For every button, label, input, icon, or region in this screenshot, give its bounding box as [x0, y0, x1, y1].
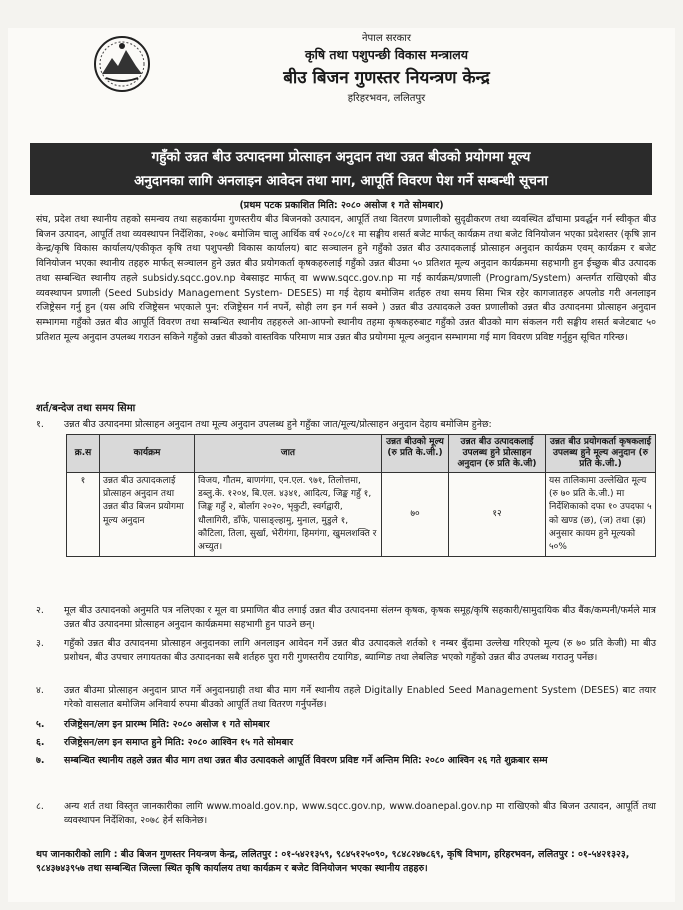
item-text: मूल बीउ उत्पादनको अनुमति पत्र नलिएका र मूल वा प्रमाणित बीउ लगाई उन्नत बीउ उत्पादनमा संलग्न कृषक, कृषक समूह/कृषि सहकारी/सामुदायिक बीउ बैंक/कम्पनी/फर्मले मात्र उन्नत बीउ उत्पादनमा प्रोत्साहन अनुदान कार्यक्रममा सहभागी हुन पाउने छन्।: [64, 605, 656, 630]
item-text: रजिष्ट्रेसन/लग इन समाप्त हुने मिति: २०८० आश्विन १५ गते सोमबार: [64, 737, 294, 748]
government-emblem-icon: [92, 34, 152, 94]
notice-title-line-1: गहुँको उन्नत बीउ उत्पादनमा प्रोत्साहन अनुदान तथा उन्नत बीउको प्रयोगमा मूल्य: [151, 149, 531, 165]
contact-info: थप जानकारीको लागि : बीउ बिजन गुणस्तर नियन्त्रण केन्द्र, ललितपुर : ०१-५४२१३५९, ९८४५१२५०९०, ९८४८२४७८६९, कृषि विभाग, हरिहरभवन, ललितपुर : ०१-५४२१३२३, ९८४३७४३९५७ तथा सम्बन्धित जिल्ला स्थित कृषि कार्यालय तथा कार्यक्रम र बजेट विनियोजन भएका स्थानीय तहहरु।: [36, 849, 630, 874]
item-text: सम्बन्धित स्थानीय तहले उन्नत बीउ माग तथा उन्नत बीउ उत्पादकले आपूर्ति विवरण प्रविष्ट गर्ने अन्तिम मिति: २०८० आश्विन २६ गते शुक्रबार सम्म: [64, 755, 548, 766]
item-text: उन्नत बीउमा प्रोत्साहन अनुदान प्राप्त गर्ने अनुदानग्राही तथा बीउ माग गर्ने स्थानीय तहले Digitally Enabled Seed Management System (DESES) बाट तयार गरेको वासलात बमोजिम अनिवार्य रुपमा बीउको आपूर्ति तथा वितरण गर्नुपर्नेछ।: [64, 685, 656, 710]
col-sn: क्र.स: [67, 435, 100, 473]
col-variety: जात: [195, 435, 382, 473]
section-title: शर्त/बन्देज तथा समय सिमा: [36, 403, 136, 414]
cell-varieties: विजय, गौतम, बाणगंगा, एन.एल. ९७१, तिलोत्तमा, डब्लु.के. १२०४, बि.एल. ४३४१, आदित्य, जिङ्क गहुँ १, जिङ्क गहुँ २, बोर्लाग २०२०, भृकुटी, स्वर्गद्वारी, धौलागिरी, डाँफे, पासाङ्ल्हामु, मुनाल, मुडुले १, कौटिला, तिला, सुर्खा, भेरीगंगा, हिमगंगा, खुमलशक्ति र अच्युत।: [195, 473, 382, 557]
item-number: ४.: [36, 685, 44, 696]
item-number: २.: [36, 605, 44, 616]
item-text: गहुँको उन्नत बीउ उत्पादनमा प्रोत्साहन अनुदानका लागि अनलाइन आवेदन गर्ने उन्नत बीउ उत्पादकले शर्तको १ नम्बर बुँदामा उल्लेख गरिएको मूल्य (रु ७० प्रति केजी) मा बीउ प्रशोधन, बीउ उपचार लगायतका बीउ उत्पादनका सबै शर्तहरु पुरा गरी गुणस्तरीय टयागिङ, ब्याग्गिङ तथा लेबलिङ भएको गहुँको उन्नत बीउ उपलब्ध गराउनु पर्नेछ।: [64, 638, 656, 663]
cell-sn: १: [67, 473, 100, 557]
item-number: ५.: [36, 719, 45, 730]
notice-title-banner: [30, 143, 652, 195]
government-label: नेपाल सरकार: [362, 33, 411, 44]
cell-subsidy: यस तालिकामा उल्लेखित मूल्य (रु ७० प्रति के.जी.) मा निर्देशिकाको दफा १० उपदफा ५ को खण्ड (छ), (ज) तथा (झ) अनुसार कायम हुने मूल्यको ५०%: [546, 473, 656, 557]
rates-table: [66, 434, 656, 557]
col-program: कार्यक्रम: [100, 435, 195, 473]
col-subsidy: उन्नत बीउ प्रयोगकर्ता कृषकलाई उपलब्ध हुने मूल्य अनुदान (रु प्रति के.जी.): [546, 435, 656, 473]
item-number: ७.: [36, 755, 45, 766]
item-text: रजिष्ट्रेसन/लग इन प्रारम्भ मिति: २०८० असोज १ गते सोमबार: [64, 719, 270, 730]
ministry-name: कृषि तथा पशुपन्छी विकास मन्त्रालय: [305, 47, 468, 62]
table-row: [67, 473, 656, 557]
item-number: १.: [36, 419, 44, 430]
office-address: हरिहरभवन, ललितपुर: [347, 93, 426, 104]
item-number: ८.: [36, 801, 44, 812]
publish-date: (प्रथम पटक प्रकाशित मिति: २०८० असोज १ गते सोमबार): [239, 200, 444, 211]
office-name: बीउ बिजन गुणस्तर नियन्त्रण केन्द्र: [283, 68, 490, 88]
issuer-header: [150, 30, 623, 104]
intro-paragraph: संघ, प्रदेश तथा स्थानीय तहको समन्वय तथा सहकार्यमा गुणस्तरीय बीउ बिजनको उत्पादन, आपूर्ति तथा वितरण प्रणालीको सुदृढीकरण तथा व्यवस्थित ढाँचामा प्रवर्द्धन गर्न स्वीकृत बीउ बिजन उत्पादन, आपूर्ति तथा व्यवस्थापन निर्देशिका, २०७८ बमोजिम चालु आर्थिक वर्ष २०८०/८१ मा सङ्घीय शसर्त बजेट मार्फत् कार्यक्रम तथा बजेट विनियोजन भएका प्रदेशस्तर (कृषि ज्ञान केन्द्र/कृषि विकास कार्यालय/एकीकृत कृषि तथा पशुपन्छी विकास कार्यालय) बाट सञ्चालन हुने गहुँको उन्नत बीउ उत्पादकलाई प्रोत्साहन अनुदान कार्यक्रम एवम् कार्यक्रम र बजेट विनियोजन भएका स्थानीय तहहरु मार्फत् सञ्चालन हुने उन्नत बीउ प्रयोगकर्ता कृषकहरुलाई गहुँको उन्नत बीउमा ५० प्रतिशत मूल्य अनुदान कार्यक्रममा सहभागी हुन ईच्छुक बीउ उत्पादक तथा सम्बन्धित स्थानीय तहले subsidy.sqcc.gov.np वेबसाइट मार्फत् वा www.sqcc.gov.np मा गई कार्यक्रम/प्रणाली (Program/System) अन्तर्गत राखिएको बीउ व्यवस्थापन प्रणाली (Seed Subsidy Management System- DESES) मा गई देहाय बमोजिम शर्तहरु तथा समय सिमा भित्र रहेर कागजातहरु अपलोड गरी अनलाइन रजिष्ट्रेसन गर्नु हुन (यस अघि रजिष्ट्रेसन भएकाले पुन: रजिष्ट्रेसन गर्न नपर्ने, सोही लग इन गर्न सक्ने ) उन्नत बीउ उत्पादकले उक्त प्रणालीको उन्नत बीउ उत्पादनमा प्रोत्साहन अनुदान सम्भागमा गहुँको उन्नत बीउ आपूर्ति विवरण तथा सम्बन्धित स्थानीय तहहरुले आ-आफ्नो स्थानीय तहमा कृषकहरुबाट गहुँको उन्नत बीउको माग संकलन गरी सङ्घीय शसर्त बजेटबाट ५० प्रतिशत मूल्य अनुदान उपलब्ध गराउन सकिने गहुँको उन्नत बीउको वास्तविक परिमाण मात्र उन्नत बीउ प्रयोगमा मूल्य अनुदान सम्भागमा गई माग विवरण प्रविष्ट गर्नुहुन सूचित गरिन्छ।: [36, 214, 656, 343]
item-text: उन्नत बीउ उत्पादनमा प्रोत्साहन अनुदान तथा मूल्य अनुदान उपलब्ध हुने गहुँका जात/मूल्य/प्रोत्साहन अनुदान देहाय बमोजिम हुनेछ:: [64, 419, 492, 430]
cell-incentive: १२: [449, 473, 546, 557]
item-text: अन्य शर्त तथा विस्तृत जानकारीका लागि www.moald.gov.np, www.sqcc.gov.np, www.doanepal.gov.np मा राखिएको बीउ बिजन उत्पादन, आपूर्ति तथा व्यवस्थापन निर्देशिका, २०७८ हेर्न सकिनेछ।: [64, 801, 656, 826]
cell-program: उन्नत बीउ उत्पादकलाई प्रोत्साहन अनुदान तथा उन्नत बीउ बिजन प्रयोगमा मूल्य अनुदान: [100, 473, 195, 557]
table-header-row: [67, 435, 656, 473]
notice-title-line-2: अनुदानका लागि अनलाइन आवेदन तथा माग, आपूर्ति विवरण पेश गर्ने सम्बन्धी सूचना: [134, 173, 548, 189]
cell-price: ७०: [382, 473, 449, 557]
item-number: ३.: [36, 638, 44, 649]
col-price: उन्नत बीउको मूल्य (रु प्रति के.जी.): [382, 435, 449, 473]
item-number: ६.: [36, 737, 45, 748]
col-incentive: उन्नत बीउ उत्पादकलाई उपलब्ध हुने प्रोत्साहन अनुदान (रु प्रति के.जी): [449, 435, 546, 473]
